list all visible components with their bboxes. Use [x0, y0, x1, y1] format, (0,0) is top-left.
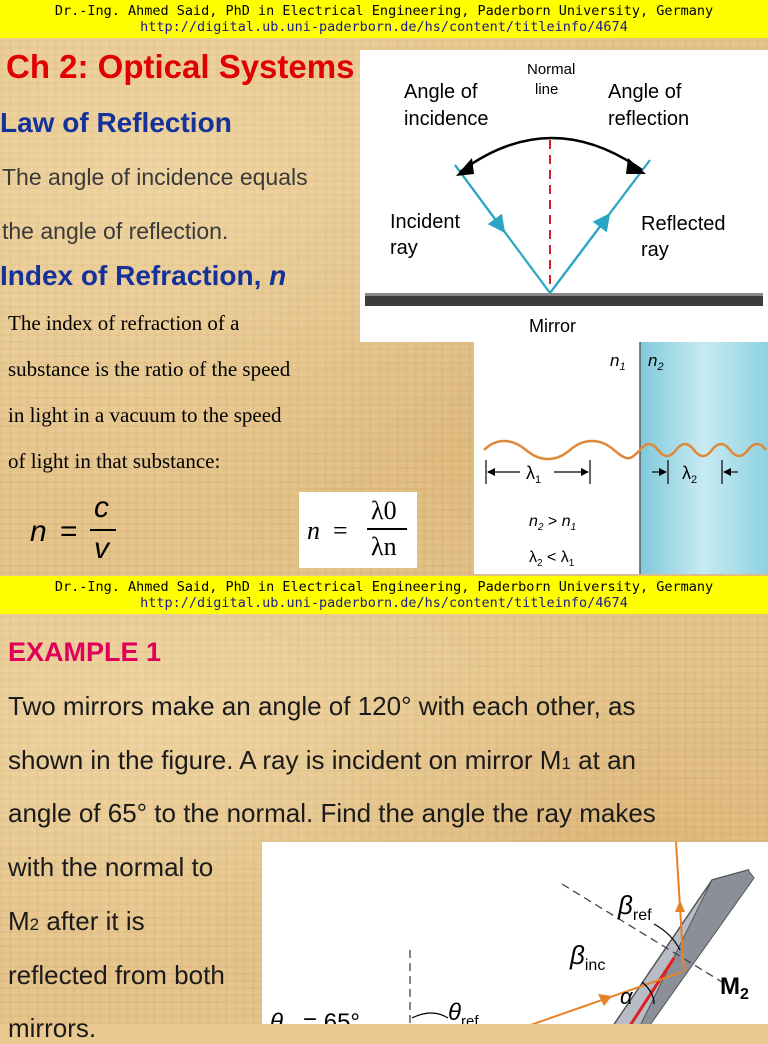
lambda2-label: $\lambda_2$: [682, 463, 698, 486]
n2-label: $n_2$: [648, 351, 664, 373]
mirror-highlight: [365, 293, 763, 296]
reflection-heading: Law of Reflection: [0, 107, 232, 138]
relation-lambda: $\lambda_2 < \lambda_1$: [529, 549, 575, 569]
relation-n: $n_2 > n_1$: [529, 513, 577, 533]
mirrors-figure-svg: [262, 842, 768, 1024]
header-banner-2: [0, 576, 768, 614]
arc-arrow-right: [626, 158, 646, 174]
refraction-diagram: [474, 342, 768, 574]
refraction-heading: [0, 260, 286, 292]
lambda1-arrowhead-right: [581, 468, 589, 476]
formula-lambda-box: [299, 492, 417, 568]
example-line-7: mirrors.: [8, 1013, 97, 1043]
formula-c: c: [94, 491, 109, 524]
incident-ray-label-1: Incident: [390, 211, 461, 233]
source-link[interactable]: http://digital.ub.uni-paderborn.de/hs/content/titleinfo/4674: [140, 595, 628, 611]
refraction-diagram-svg: [474, 342, 768, 574]
beta-ref-label: $\beta_{ref}$: [618, 890, 652, 924]
header-banner-1: [0, 0, 768, 38]
formula-eq: =: [60, 515, 78, 548]
example-heading: EXAMPLE 1: [8, 637, 162, 667]
refraction-line-3: in light in a vacuum to the speed: [8, 403, 282, 427]
refraction-line-2: substance is the ratio of the speed: [8, 357, 291, 381]
reflection-label-2: reflection: [608, 108, 690, 130]
reflected-ray-arrow: [550, 220, 605, 293]
author-line: Dr.-Ing. Ahmed Said, PhD in Electrical Engineering, Paderborn University, Germany: [54, 3, 714, 19]
example-line-4: with the normal to: [8, 852, 214, 882]
normal-label-2: line: [535, 81, 559, 98]
alpha-label: α: [620, 984, 633, 1009]
lambda1-label: $\lambda_1$: [526, 463, 542, 486]
formula-v: v: [94, 532, 109, 565]
refraction-line-4: of light in that substance:: [8, 449, 221, 473]
fraction-bar-2: [367, 528, 407, 530]
example-line-6: reflected from both: [8, 960, 225, 990]
reflection-diagram: [360, 50, 768, 342]
formula-n: n: [30, 515, 47, 548]
fraction-bar: [90, 529, 116, 531]
incidence-label-2: incidence: [404, 108, 489, 130]
reflected-ray-label-2: ray: [641, 239, 669, 261]
reflection-text-1: The angle of incidence equals: [2, 164, 308, 190]
normal-label-1: Normal: [527, 61, 576, 78]
formula2-den: λn: [371, 532, 397, 561]
refraction-heading-text: Index of Refraction,: [0, 260, 270, 291]
mirrors-figure: [262, 842, 768, 1024]
author-line: Dr.-Ing. Ahmed Said, PhD in Electrical Engineering, Paderborn University, Germany: [54, 579, 714, 595]
reflection-diagram-svg: [360, 50, 768, 342]
reflection-label-1: Angle of: [608, 81, 682, 103]
m2-label: $M_2$: [720, 973, 749, 1003]
incident-ray-label-2: ray: [390, 237, 418, 259]
ray-reflected-arrow: [675, 900, 685, 912]
formula2-eq: =: [333, 516, 348, 545]
reflection-text-2: the angle of reflection.: [2, 218, 229, 244]
lambda1-arrowhead-left: [487, 468, 495, 476]
example-line-5: M2 after it is: [8, 906, 145, 936]
source-link[interactable]: http://digital.ub.uni-paderborn.de/hs/content/titleinfo/4674: [140, 19, 628, 35]
formula2-n: n: [307, 516, 320, 545]
formula-n-cv: [30, 491, 130, 565]
example-line-1: Two mirrors make an angle of 120° with each other, as: [8, 691, 636, 721]
theta-label: θ = 65°: [270, 1009, 361, 1024]
example-line-3: angle of 65° to the normal. Find the angle the ray makes: [8, 798, 656, 828]
medium-2: [640, 342, 768, 574]
beta-inc-label: $\beta_{inc}$: [570, 940, 606, 974]
formula2-num: λ0: [371, 496, 397, 525]
n1-label: $n_1$: [610, 351, 626, 373]
incidence-label-1: Angle of: [404, 81, 478, 103]
example-line-2: shown in the figure. A ray is incident on mirror M1 at an: [8, 745, 636, 775]
reflected-ray-label-1: Reflected: [641, 213, 726, 235]
arc-arrow-left: [456, 158, 474, 176]
theta-ref-label: $\theta_{ref}$: [448, 999, 479, 1024]
theta-ref-arc: [412, 1013, 448, 1018]
refraction-symbol: n: [269, 260, 287, 291]
slide-title: Ch 2: Optical Systems: [6, 48, 355, 85]
refraction-line-1: The index of refraction of a: [8, 311, 240, 335]
mirror-label: Mirror: [529, 316, 576, 336]
